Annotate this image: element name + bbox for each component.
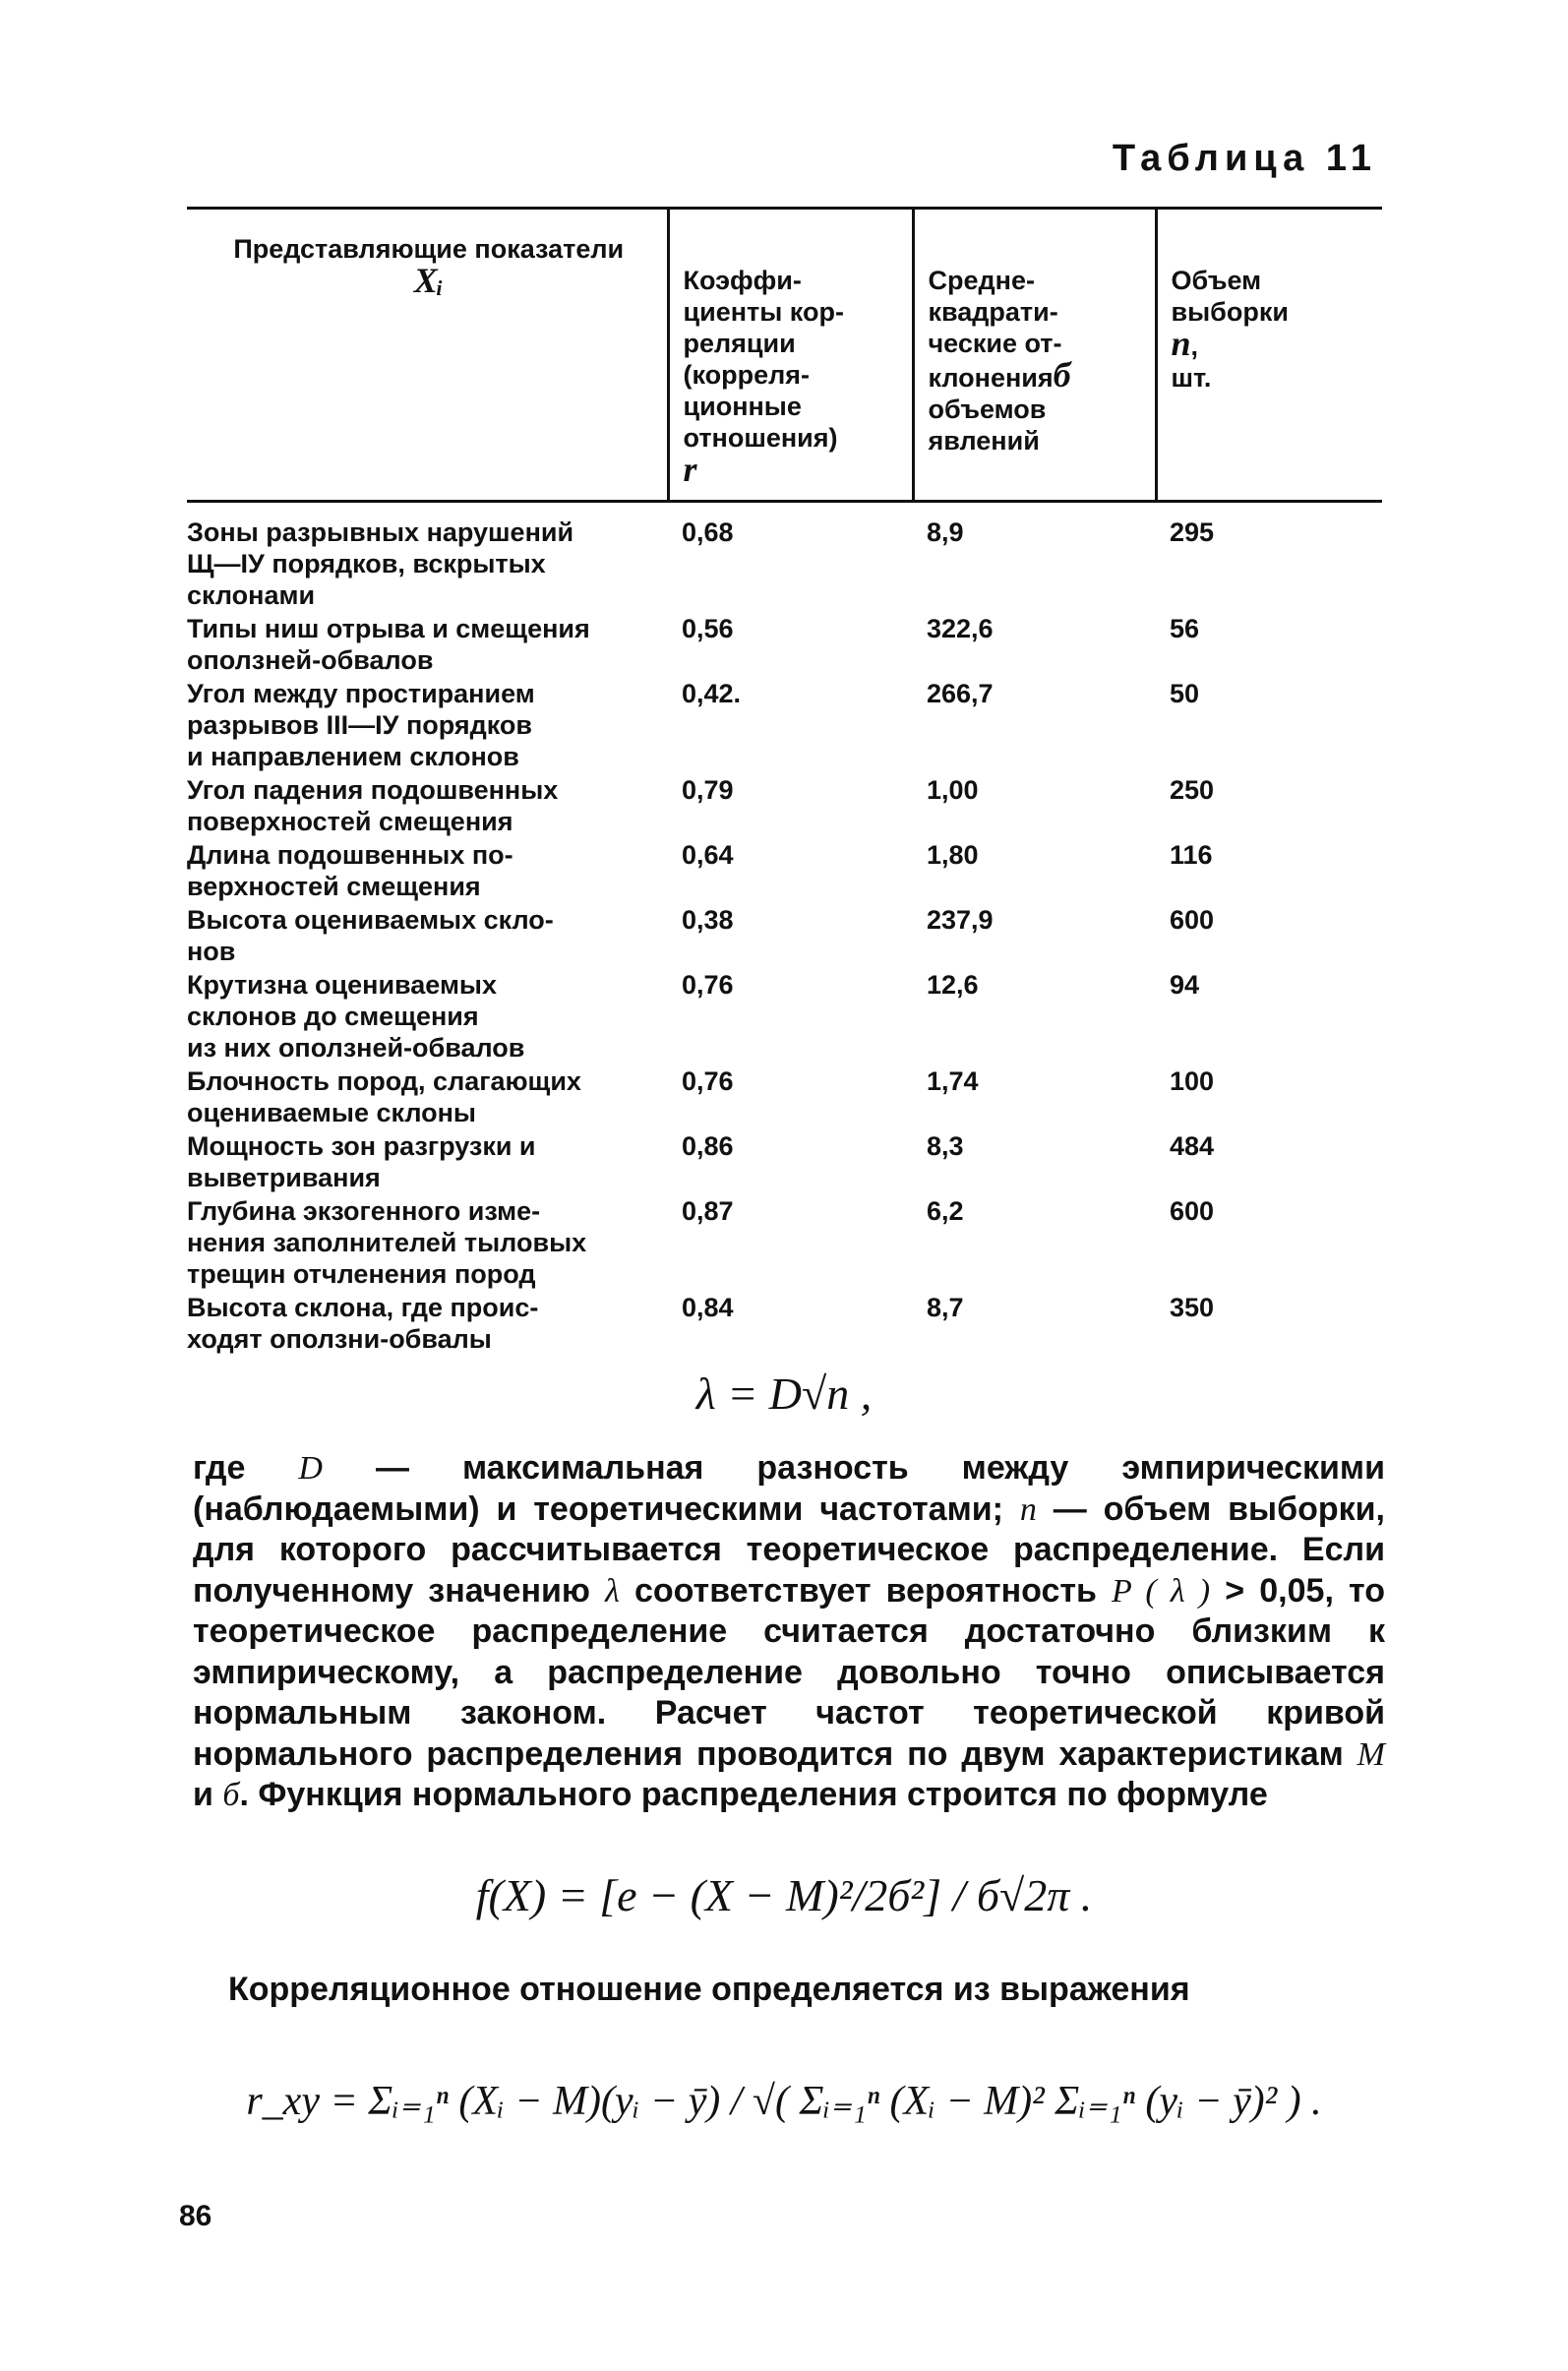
deviation-cell: 1,00	[927, 775, 979, 805]
deviation-cell: 1,80	[927, 840, 979, 870]
indicator-cell: Блочность пород, слагающих оцениваемые склоны	[187, 1066, 581, 1127]
header-sample	[1156, 209, 1382, 502]
para-text-6: и	[193, 1776, 213, 1813]
formula-correlation: r_xy = Σᵢ₌₁ⁿ (Xᵢ − M)(yᵢ − ȳ) / √( Σᵢ₌₁ⁿ (Xᵢ − M)² Σᵢ₌₁ⁿ (yᵢ − ȳ)² ) .	[246, 2079, 1322, 2124]
formula-lambda: λ = D√n ,	[695, 1368, 873, 1419]
correlation-cell: 0,68	[682, 517, 734, 547]
table-row	[187, 774, 1382, 839]
indicator-cell: Типы ниш отрыва и смещения оползней-обвалов	[187, 614, 590, 675]
symbol-d: D	[298, 1450, 323, 1487]
symbol-m: M	[1357, 1735, 1385, 1773]
header-sample-label: Объем выборки	[1171, 266, 1289, 327]
indicator-cell: Угол между простиранием разрывов III—IУ порядков и направлением склонов	[187, 679, 535, 771]
header-correlation-symbol: r	[683, 450, 697, 489]
table-header-row	[187, 209, 1382, 502]
sample-size-cell: 56	[1170, 614, 1200, 643]
page-number: 86	[179, 2200, 212, 2232]
indicator-cell: Угол падения подошвенных поверхностей смещения	[187, 775, 559, 836]
header-indicators-label: Представляющие показатели	[233, 234, 625, 264]
correlation-cell: 0,86	[682, 1131, 734, 1161]
deviation-cell: 8,9	[927, 517, 964, 547]
table-row	[187, 1195, 1382, 1292]
deviation-cell: 8,7	[927, 1293, 964, 1322]
indicator-cell: Крутизна оцениваемых склонов до смещения из них оползней-обвалов	[187, 970, 525, 1063]
sample-size-cell: 600	[1170, 905, 1215, 935]
deviation-cell: 322,6	[927, 614, 994, 643]
sample-size-cell: 50	[1170, 679, 1200, 708]
sample-size-cell: 94	[1170, 970, 1200, 1000]
para-text-7: . Функция нормального распределения строится по формуле	[239, 1776, 1268, 1813]
indicator-cell: Мощность зон разгрузки и выветривания	[187, 1131, 536, 1192]
sample-size-cell: 250	[1170, 775, 1215, 805]
deviation-cell: 8,3	[927, 1131, 964, 1161]
header-deviation-symbol: б	[1053, 355, 1071, 395]
indicator-cell: Высота склона, где проис- ходят оползни-обвалы	[187, 1293, 539, 1354]
deviation-cell: 266,7	[927, 679, 994, 708]
correlation-cell: 0,76	[682, 1066, 734, 1096]
para-text-3: — объем выборки, для которого рассчитывается теоретическое распределение. Если полученному значению	[193, 1489, 1385, 1610]
table-row	[187, 839, 1382, 904]
symbol-lambda: λ	[605, 1572, 620, 1610]
deviation-cell: 1,74	[927, 1066, 979, 1096]
body-paragraph	[193, 1448, 1385, 1816]
header-deviation-label-2: объемов явлений	[928, 395, 1047, 456]
header-indicators-symbol: Xᵢ	[413, 261, 444, 300]
deviation-cell: 237,9	[927, 905, 994, 935]
para-text-5: > 0,05, то теоретическое распределение считается достаточно близким к эмпирическому, а распределение довольно точно описывается нормальным законом. Расчет частот теоретической кривой нормального распределения проводится по двум характеристикам	[193, 1571, 1385, 1773]
data-table	[187, 207, 1382, 1357]
formula-normal-distribution: f(X) = [e − (X − M)²/2б²] / б√2π .	[475, 1870, 1093, 1920]
table-row	[187, 613, 1382, 678]
para-text-1: где	[193, 1449, 246, 1487]
table-row	[187, 1065, 1382, 1130]
table-row	[187, 904, 1382, 969]
table-caption: Таблица 11	[1112, 138, 1377, 179]
header-indicators	[187, 209, 668, 502]
sample-size-cell: 484	[1170, 1131, 1215, 1161]
indicator-cell: Высота оцениваемых скло- нов	[187, 905, 554, 966]
correlation-intro: Корреляционное отношение определяется из выражения	[228, 1971, 1190, 2008]
symbol-p-lambda: P ( λ )	[1112, 1572, 1211, 1610]
correlation-cell: 0,76	[682, 970, 734, 1000]
correlation-cell: 0,79	[682, 775, 734, 805]
sample-size-cell: 295	[1170, 517, 1215, 547]
correlation-cell: 0,38	[682, 905, 734, 935]
sample-size-cell: 600	[1170, 1196, 1215, 1226]
correlation-cell: 0,87	[682, 1196, 734, 1226]
header-deviation-label: Средне- квадрати- ческие от- клонения	[928, 266, 1062, 393]
para-text-2: — максимальная разность между эмпирическими (наблюдаемыми) и теоретическими частотами;	[193, 1449, 1385, 1528]
sample-size-cell: 116	[1170, 840, 1213, 870]
header-deviation	[913, 209, 1156, 502]
header-sample-label-2: , шт.	[1171, 332, 1212, 393]
deviation-cell: 12,6	[927, 970, 979, 1000]
header-correlation	[668, 209, 913, 502]
symbol-n: n	[1019, 1490, 1037, 1528]
correlation-cell: 0,84	[682, 1293, 734, 1322]
table-row	[187, 1292, 1382, 1357]
para-text-4: соответствует вероятность	[633, 1571, 1097, 1610]
table-row	[187, 678, 1382, 774]
header-correlation-label: Коэффи- циенты кор- реляции (корреля- ционные отношения)	[683, 266, 844, 453]
deviation-cell: 6,2	[927, 1196, 964, 1226]
symbol-sigma: б	[222, 1777, 240, 1813]
sample-size-cell: 350	[1170, 1293, 1215, 1322]
table-row	[187, 502, 1382, 614]
indicator-cell: Длина подошвенных по- верхностей смещения	[187, 840, 513, 901]
sample-size-cell: 100	[1170, 1066, 1215, 1096]
table-row	[187, 969, 1382, 1065]
correlation-cell: 0,56	[682, 614, 734, 643]
header-sample-symbol: n	[1171, 324, 1191, 363]
table-row	[187, 1130, 1382, 1195]
indicator-cell: Зоны разрывных нарушений Щ—IУ порядков, вскрытых склонами	[187, 517, 574, 610]
correlation-cell: 0,64	[682, 840, 734, 870]
correlation-cell: 0,42.	[682, 679, 742, 708]
indicator-cell: Глубина экзогенного изме- нения заполнителей тыловых трещин отчленения пород	[187, 1196, 587, 1289]
